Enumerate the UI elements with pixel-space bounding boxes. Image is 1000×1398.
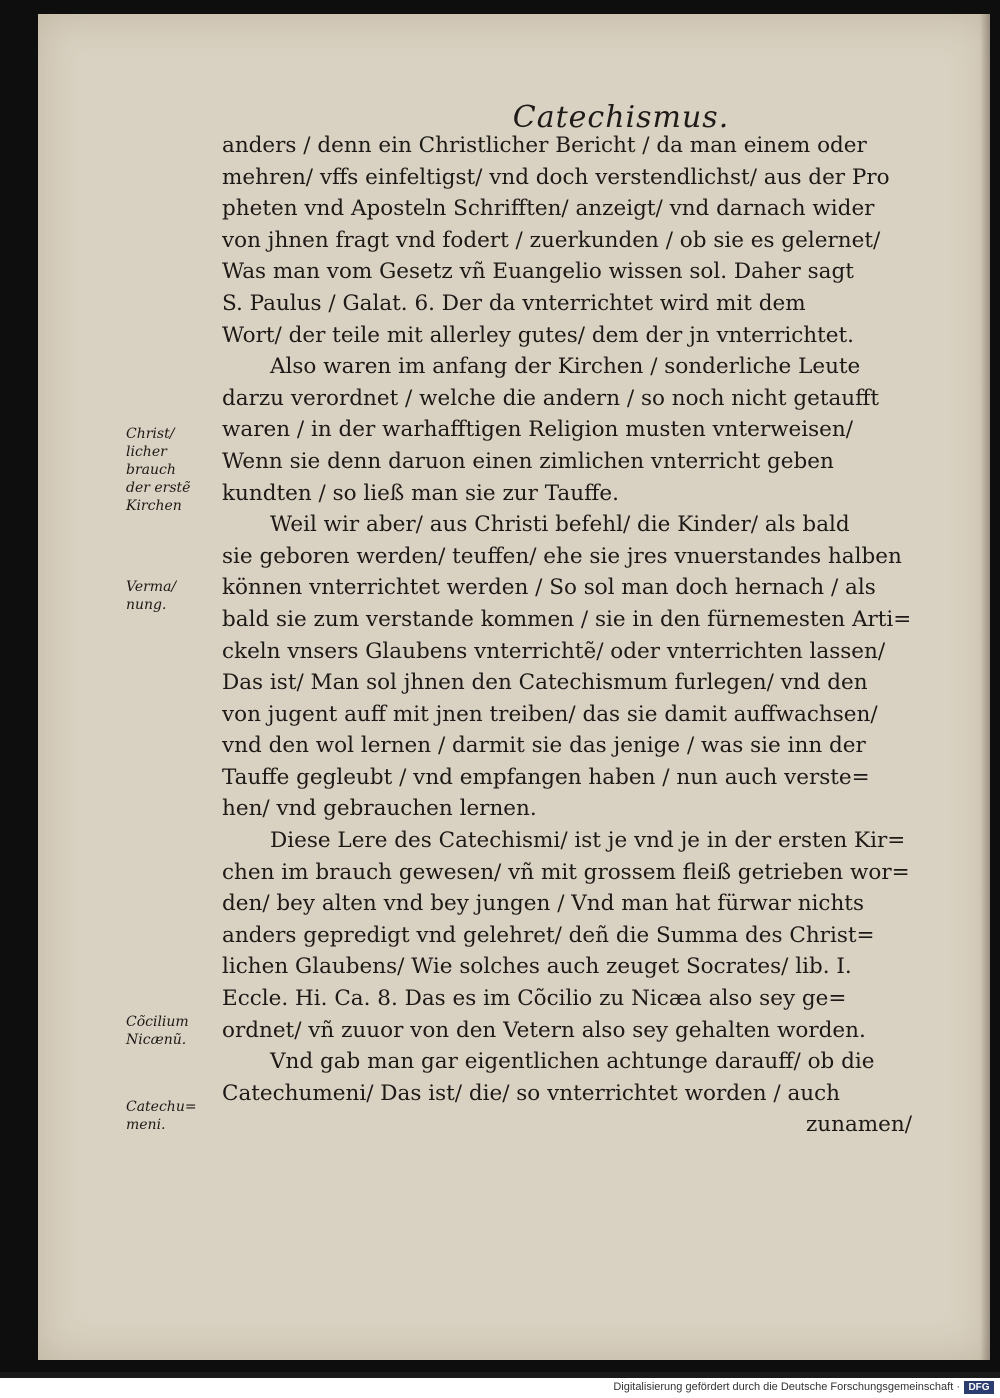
text-line: Das ist/ Man sol jhnen den Catechismum furlegen/ vnd den	[222, 670, 868, 696]
text-line: kundten / so ließ man sie zur Tauffe.	[222, 480, 619, 506]
margin-note-line: licher	[126, 444, 167, 460]
margin-note-catechumeni	[126, 1098, 218, 1134]
margin-note-line: Verma/	[126, 579, 177, 595]
text-line: waren / in der warhafftigen Religion musten vnterweisen/	[222, 417, 853, 443]
text-line: anders / denn ein Christlicher Bericht / da man einem oder	[222, 133, 867, 158]
text-line: Eccle. Hi. Ca. 8. Das es im Cõcilio zu Nicæa also sey ge=	[222, 986, 847, 1012]
text-line: darzu verordnet / welche die andern / so noch nicht getaufft	[222, 385, 880, 411]
margin-note-christlicher-brauch	[126, 425, 218, 515]
text-line: anders gepredigt vnd gelehret/ deñ die Summa des Christ=	[222, 922, 875, 948]
margin-note-line: nung.	[126, 597, 167, 613]
text-line: mehren/ vffs einfeltigst/ vnd doch verstendlichst/ aus der Pro	[222, 164, 890, 190]
margin-note-line: Kirchen	[126, 498, 182, 514]
text-line: Also waren im anfang der Kirchen / sonderliche Leute	[270, 354, 861, 380]
margin-note-line: Nicænũ.	[126, 1032, 187, 1048]
text-line: hen/ vnd gebrauchen lernen.	[222, 796, 537, 822]
margin-note-line: Christ/	[126, 426, 175, 442]
body-text	[222, 130, 922, 1141]
text-line: sie geboren werden/ teuffen/ ehe sie jres vnuerstandes halben	[222, 543, 902, 569]
text-line: Vnd gab man gar eigentlichen achtunge darauff/ ob die	[270, 1049, 875, 1075]
text-line: Diese Lere des Catechismi/ ist je vnd je in der ersten Kir=	[270, 828, 906, 854]
text-line: ordnet/ vñ zuuor von den Vetern also sey gehalten worden.	[222, 1017, 866, 1043]
text-line: bald sie zum verstande kommen / sie in den fürnemesten Arti=	[222, 606, 912, 632]
margin-note-line: Catechu=	[126, 1099, 197, 1115]
dfg-logo: DFG	[964, 1381, 994, 1394]
text-line: ckeln vnsers Glaubens vnterrichtẽ/ oder vnterrichten lassen/	[222, 638, 886, 664]
text-line: können vnterrichtet werden / So sol man doch hernach / als	[222, 575, 876, 601]
text-line: Wort/ der teile mit allerley gutes/ dem der jn vnterrichtet.	[222, 322, 854, 348]
margin-note-vermanung	[126, 578, 218, 614]
catchword: zunamen/	[805, 1112, 912, 1138]
text-line: den/ bey alten vnd bey jungen / Vnd man hat fürwar nichts	[222, 891, 864, 917]
margin-note-concilium	[126, 1013, 218, 1049]
margin-note-line: der erstẽ	[126, 480, 191, 496]
text-line: Wenn sie denn daruon einen zimlichen vnterricht geben	[222, 448, 834, 474]
text-line: Was man vom Gesetz vñ Euangelio wissen sol. Daher sagt	[222, 259, 854, 285]
text-line: von jugent auff mit jnen treiben/ das sie damit auffwachsen/	[222, 701, 878, 727]
text-line: vnd den wol lernen / darmit sie das jenige / was sie inn der	[222, 733, 866, 759]
margin-note-line: meni.	[126, 1117, 166, 1133]
text-line: von jhnen fragt vnd fodert / zuerkunden / ob sie es gelernet/	[222, 227, 881, 253]
running-head: Catechismus.	[512, 100, 730, 135]
text-line: pheten vnd Aposteln Schrifften/ anzeigt/ vnd darnach wider	[222, 196, 875, 222]
text-line: Tauffe gegleubt / vnd empfangen haben / nun auch verste=	[222, 764, 870, 790]
text-line: Weil wir aber/ aus Christi befehl/ die Kinder/ als bald	[270, 512, 850, 538]
margin-note-line: brauch	[126, 462, 176, 478]
footer-bar	[0, 1378, 1000, 1398]
margin-note-line: Cõcilium	[126, 1014, 189, 1030]
text-line: lichen Glaubens/ Wie solches auch zeuget Socrates/ lib. I.	[222, 954, 852, 980]
funding-notice: Digitalisierung gefördert durch die Deutsche Forschungsgemeinschaft ·	[613, 1381, 960, 1393]
text-line: Catechumeni/ Das ist/ die/ so vnterrichtet worden / auch	[222, 1080, 841, 1106]
text-line: chen im brauch gewesen/ vñ mit grossem fleiß getrieben wor=	[222, 859, 910, 885]
text-line: S. Paulus / Galat. 6. Der da vnterrichtet wird mit dem	[222, 290, 806, 316]
